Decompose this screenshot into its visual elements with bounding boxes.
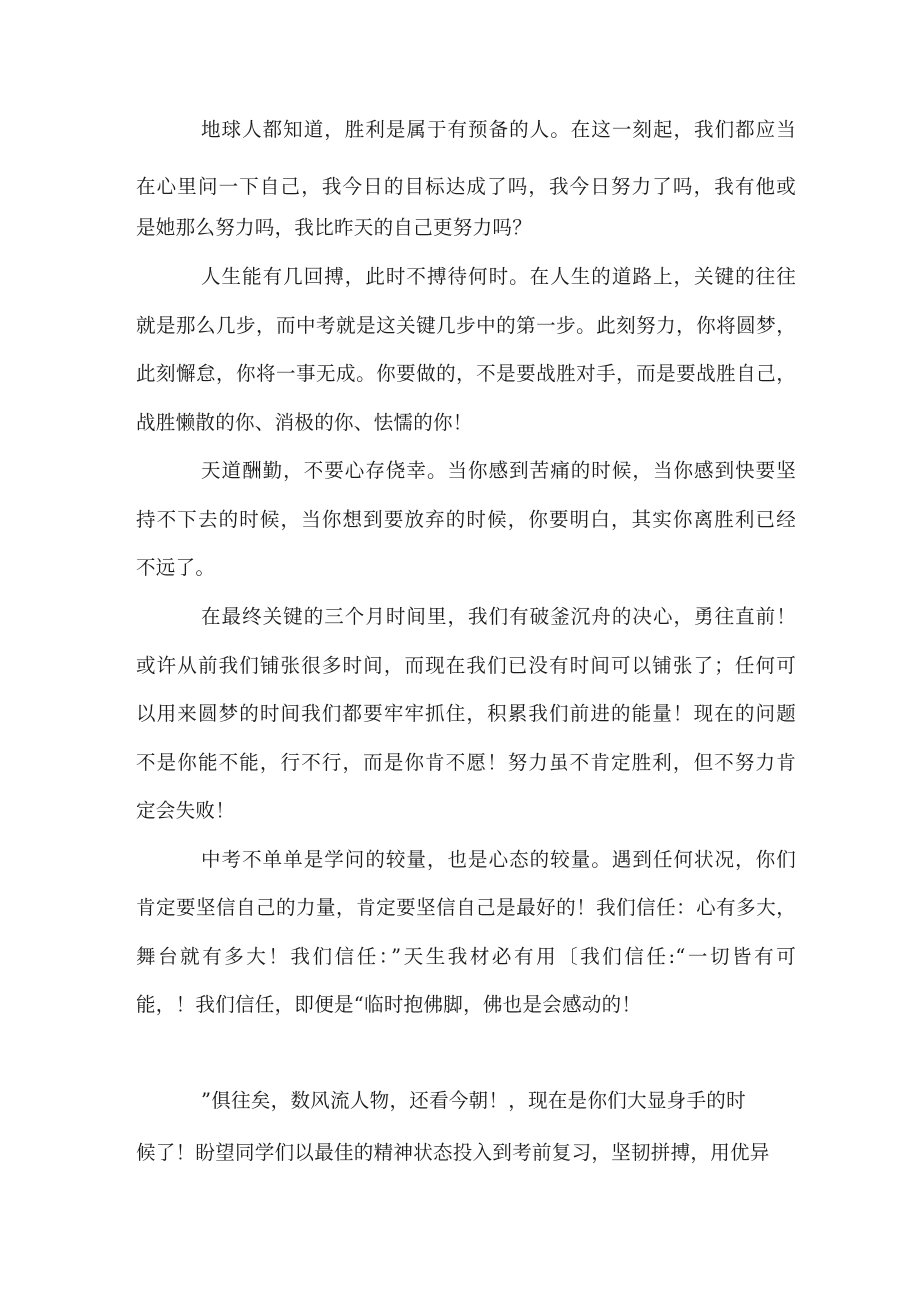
- paragraph-4-line-4: 不是你能不能，行不行，而是你肯不愿！努力虽不肯定胜利，但不努力肯: [136, 751, 796, 774]
- paragraph-5-line-2: 肯定要坚信自己的力量，肯定要坚信自己是最好的！我们信任：心有多大，: [136, 896, 796, 919]
- paragraph-3-line-3: 不远了。: [136, 556, 216, 579]
- paragraph-5-line-3: 舞台就有多大！我们信任：”天生我材必有用〔我们信任:“一切皆有可: [136, 945, 796, 968]
- paragraph-1-line-2: 在心里问一下自己，我今日的目标达成了吗，我今日努力了吗，我有他或: [136, 175, 796, 198]
- paragraph-2-line-1: 人生能有几回搏，此时不搏待何时。在人生的道路上，关键的往往: [201, 265, 796, 288]
- paragraph-5-line-4: 能，！我们信任，即便是“临时抱佛脚，佛也是会感动的！: [136, 993, 642, 1016]
- paragraph-6-line-1: ”俱往矣，数风流人物，还看今朝！，现在是你们大显身手的时: [201, 1089, 746, 1112]
- paragraph-3-line-2: 持不下去的时候，当你想到要放弃的时候，你要明白，其实你离胜利已经: [136, 508, 796, 531]
- paragraph-3-line-1: 天道酬勤，不要心存侥幸。当你感到苦痛的时候，当你感到快要坚: [201, 459, 796, 482]
- paragraph-1-line-1: 地球人都知道，胜利是属于有预备的人。在这一刻起，我们都应当: [201, 118, 796, 141]
- paragraph-2-line-3: 此刻懈怠，你将一事无成。你要做的，不是要战胜对手，而是要战胜自己，: [136, 362, 796, 385]
- paragraph-2-line-2: 就是那么几步，而中考就是这关键几步中的第一步。此刻努力，你将圆梦，: [136, 314, 796, 337]
- paragraph-2-line-4: 战胜懒散的你、消极的你、怯懦的你！: [136, 411, 473, 434]
- paragraph-4-line-2: 或许从前我们铺张很多时间，而现在我们已没有时间可以铺张了；任何可: [136, 654, 796, 677]
- paragraph-4-line-1: 在最终关键的三个月时间里，我们有破釜沉舟的决心，勇往直前！: [201, 605, 796, 628]
- paragraph-6-line-2: 候了！盼望同学们以最佳的精神状态投入到考前复习，坚韧拼搏，用优异: [136, 1141, 770, 1164]
- paragraph-5-line-1: 中考不单单是学问的较量，也是心态的较量。遇到任何状况，你们: [201, 848, 796, 871]
- paragraph-1-line-3: 是她那么努力吗，我比昨天的自己更努力吗？: [136, 216, 533, 239]
- paragraph-4-line-5: 定会失败！: [136, 799, 236, 822]
- paragraph-4-line-3: 以用来圆梦的时间我们都要牢牢抓住，积累我们前进的能量！现在的问题: [136, 702, 796, 725]
